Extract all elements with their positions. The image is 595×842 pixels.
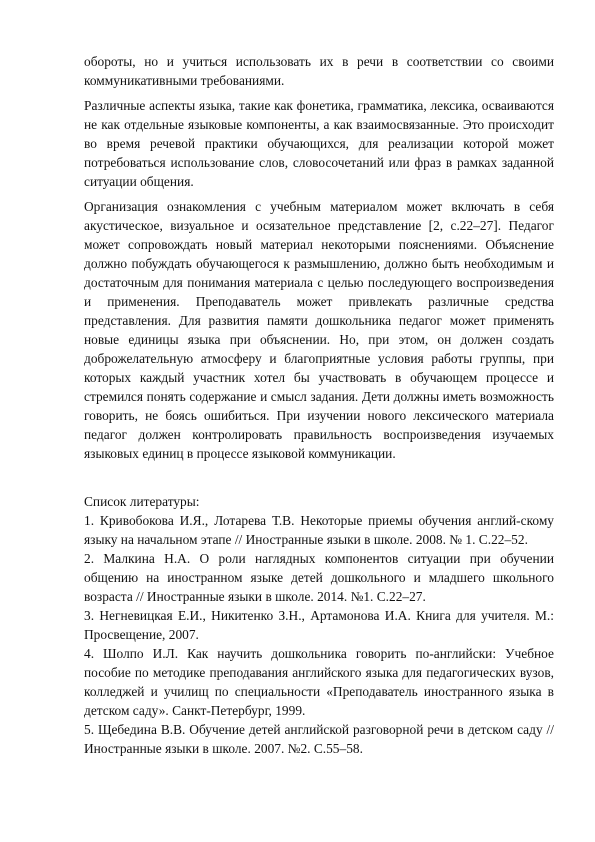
reference-item-1: 1. Кривобокова И.Я., Лотарева Т.В. Некоторые приемы обучения англий-скому языку на начальном этапе // Иностранные языки в школе. 2008. № 1. С.22–52.	[84, 513, 554, 547]
references-section	[84, 492, 554, 758]
reference-item-4: 4. Шолпо И.Л. Как научить дошкольника говорить по-английски: Учебное пособие по методике преподавания английского языка для педагогических вузов, колледжей и училищ по специальности «Преподаватель иностранного языка в детском саду». Санкт-Петербург, 1999.	[84, 646, 554, 718]
reference-item-5: 5. Щебедина В.В. Обучение детей английской разговорной речи в детском саду // Иностранные языки в школе. 2007. №2. С.55–58.	[84, 722, 554, 756]
document-page	[84, 52, 554, 758]
reference-item-2: 2. Малкина Н.А. О роли наглядных компонентов ситуации при обучении общению на иностранном языке детей дошкольного и младшего школьного возраста // Иностранные языки в школе. 2014. №1. С.22–27.	[84, 551, 554, 604]
references-title: Список литературы:	[84, 494, 200, 509]
section-spacer	[84, 469, 554, 492]
paragraph-continuation: обороты, но и учиться использовать их в речи в соответствии со своими коммуникативными требованиями.	[84, 54, 554, 88]
reference-item-3: 3. Негневицкая Е.И., Никитенко З.Н., Артамонова И.А. Книга для учителя. М.: Просвещение, 2007.	[84, 608, 554, 642]
paragraph-language-aspects: Различные аспекты языка, такие как фонетика, грамматика, лексика, осваиваются не как отдельные языковые компоненты, а как взаимосвязанные. Это происходит во время речевой практики обучающихся, для реализации которой может потребоваться использование слов, словосочетаний или фраз в рамках заданной ситуации общения.	[84, 98, 554, 189]
paragraph-material-organization: Организация ознакомления с учебным материалом может включать в себя акустическое, визуальное и осязательное представление [2, с.22–27]. Педагог может сопровождать новый материал некоторыми пояснениями. Объяснение должно побуждать обучающегося к размышлению, должно быть необходимым и достаточным для понимания материала с целью последующего воспроизведения и применения. Преподаватель может привлекать различные средства представления. Для развития памяти дошкольника педагог может применять новые единицы языка при объяснении. Но, при этом, он должен создать доброжелательную атмосферу и благоприятные условия работы группы, при которых каждый участник хотел бы участвовать в обучающем процессе и стремился понять содержание и смысл задания. Дети должны иметь возможность говорить, не боясь ошибиться. При изучении нового лексического материала педагог должен контролировать правильность воспроизведения изучаемых языковых единиц в процессе языковой коммуникации.	[84, 199, 554, 461]
